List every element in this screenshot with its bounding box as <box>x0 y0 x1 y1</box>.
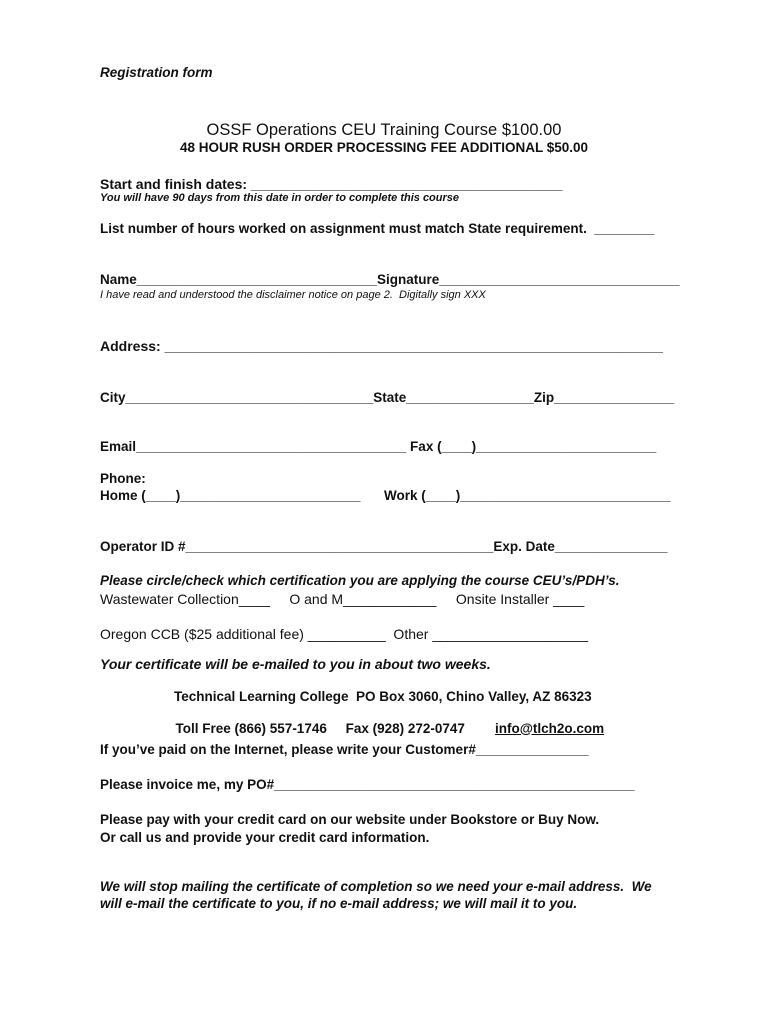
contact-line <box>168 708 604 735</box>
form-label: Registration form <box>100 65 213 80</box>
toll-free-number: Toll Free (866) 557-1746 <box>175 720 327 736</box>
fax-number: Fax (928) 272-0747 <box>345 720 465 736</box>
credit-card-line2: Or call us and provide your credit card information. <box>100 830 430 845</box>
name-signature-field[interactable]: Name________________________________Signature________________________________ <box>100 272 680 287</box>
rush-fee-subtitle: 48 HOUR RUSH ORDER PROCESSING FEE ADDITIONAL $50.00 <box>179 140 589 155</box>
certificate-email-note: Your certificate will be e-mailed to you in about two weeks. <box>100 656 491 672</box>
dates-note: You will have 90 days from this date in order to complete this course <box>100 192 460 204</box>
certification-options-row2[interactable]: Oregon CCB ($25 additional fee) __________ Other ____________________ <box>100 626 589 642</box>
email-fax-field[interactable]: Email____________________________________ Fax (____)________________________ <box>100 439 657 454</box>
closing-note-line1: We will stop mailing the certificate of completion so we need your e-mail address. We <box>100 879 652 894</box>
home-phone-field[interactable]: Home (____)________________________ <box>100 488 361 503</box>
certification-prompt: Please circle/check which certification you are applying the course CEU’s/PDH’s. <box>100 573 620 588</box>
phone-label: Phone: <box>100 471 146 486</box>
customer-number-field[interactable]: If you’ve paid on the Internet, please write your Customer#_______________ <box>100 742 589 757</box>
address-field[interactable]: Address: ________________________________________________________________ <box>100 338 663 354</box>
contact-email-link[interactable]: info@tlch2o.com <box>494 720 605 736</box>
credit-card-line1: Please pay with your credit card on our website under Bookstore or Buy Now. <box>100 812 600 827</box>
dates-field[interactable]: Start and finish dates: ________________________________________ <box>100 176 563 192</box>
work-phone-field[interactable]: Work (____)____________________________ <box>384 488 671 503</box>
college-address: Technical Learning College PO Box 3060, Chino Valley, AZ 86323 <box>174 689 592 704</box>
certification-options-row1[interactable]: Wastewater Collection____ O and M____________ Onsite Installer ____ <box>100 591 585 607</box>
disclaimer-note: I have read and understood the disclaimer notice on page 2. Digitally sign XXX <box>100 289 486 301</box>
closing-note-line2: will e-mail the certificate to you, if no e-mail address; we will mail it to you. <box>100 896 578 911</box>
operator-id-field[interactable]: Operator ID #_________________________________________Exp. Date_______________ <box>100 539 668 554</box>
po-number-field[interactable]: Please invoice me, my PO#________________________________________________ <box>100 777 635 792</box>
course-title: OSSF Operations CEU Training Course $100.00 <box>206 121 562 139</box>
city-state-zip-field[interactable]: City_________________________________State_________________Zip________________ <box>100 390 675 405</box>
hours-field[interactable]: List number of hours worked on assignment must match State requirement. ________ <box>100 221 655 236</box>
